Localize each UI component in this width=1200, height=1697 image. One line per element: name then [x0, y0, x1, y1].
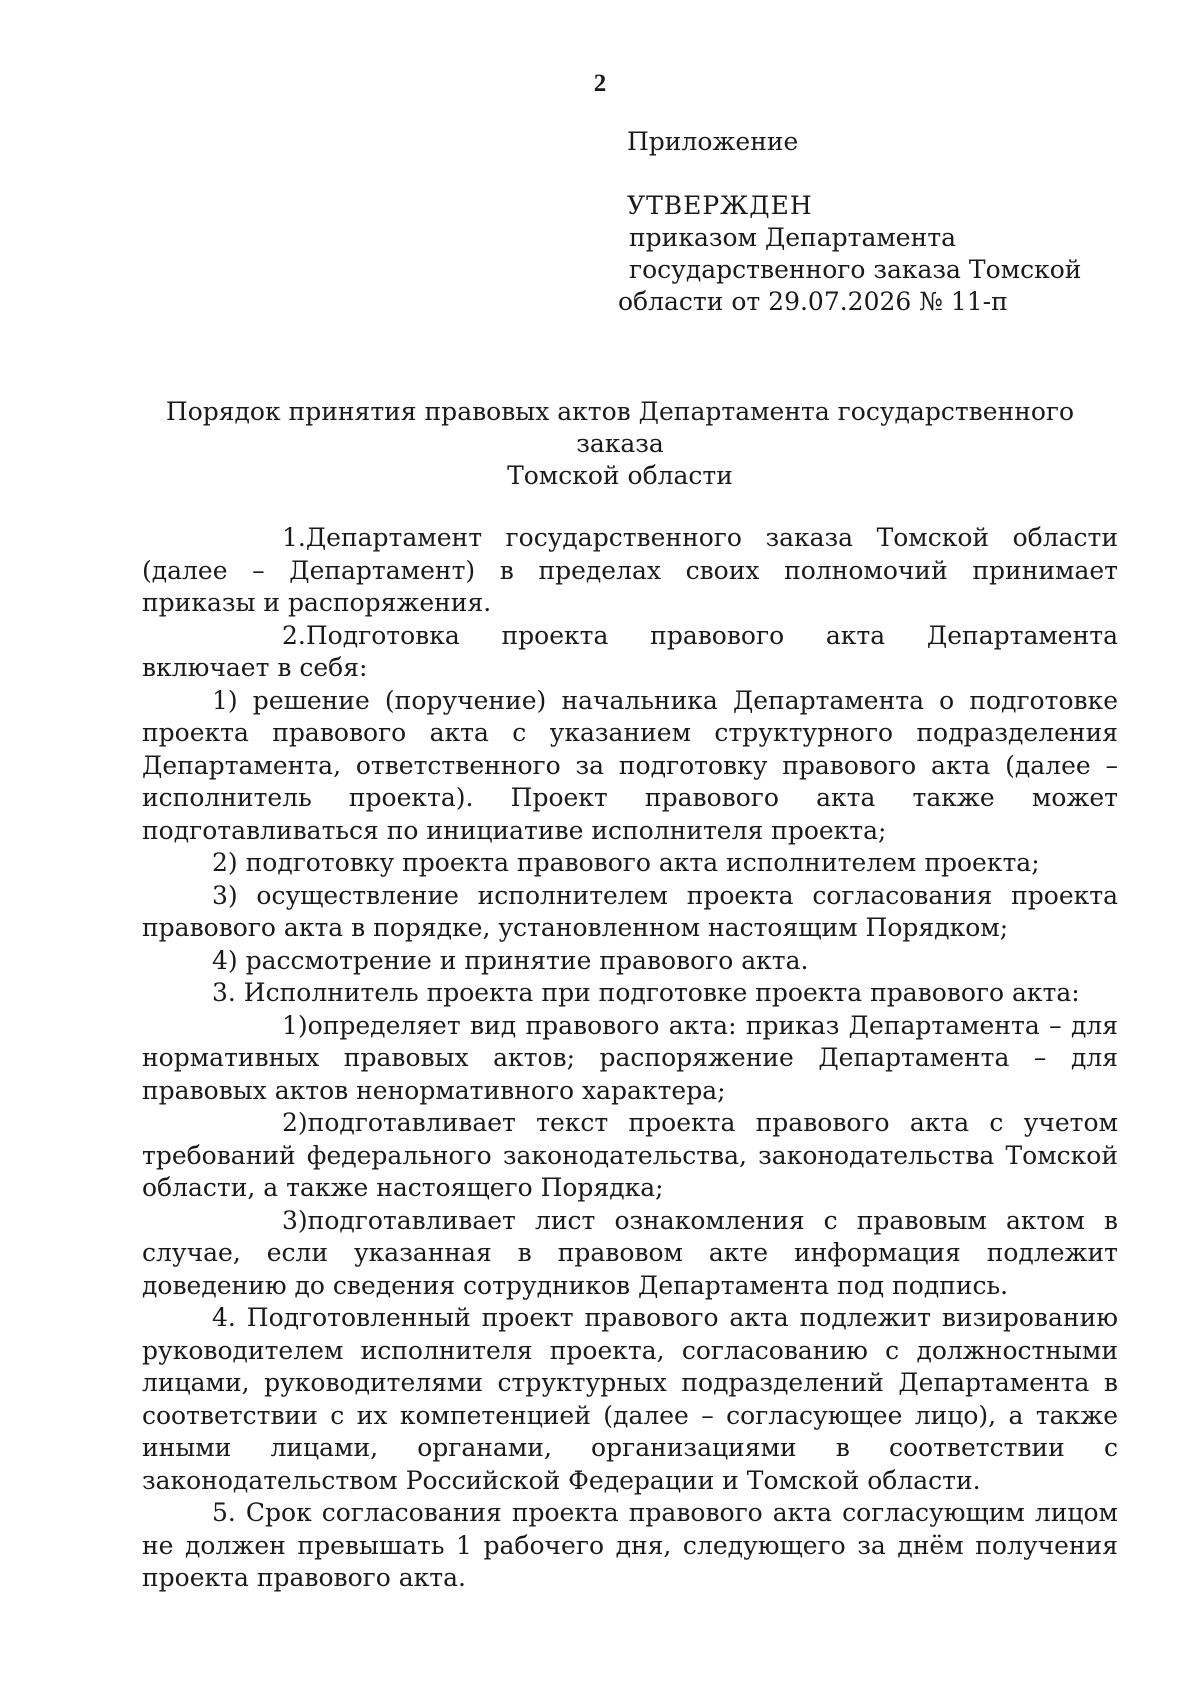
approval-line-2: государственного заказа Томской: [629, 255, 1082, 284]
paragraph-number: 2): [282, 1108, 308, 1137]
paragraph-text: 4. Подготовленный проект правового акта подлежит визированию руководителем исполнителя проекта, согласованию с должностными лицами, руководителями структурных подразделений Департамента в соответствии с их компетенцией (далее – согласующее лицо), а также иными лицами, органами, организациями в соответствии с законодательством Российской Федерации и Томской области.: [142, 1303, 1118, 1495]
title-line-1: Порядок принятия правовых актов Департамента государственного заказа: [165, 397, 1075, 458]
paragraph-number: 2.: [282, 620, 306, 650]
approval-block: [618, 126, 1082, 318]
paragraph-text: 3) осуществление исполнителем проекта согласования проекта правового акта в порядке, установленном настоящим Порядком;: [142, 880, 1118, 942]
page-number: 2: [593, 70, 607, 97]
paragraph-text: 5. Срок согласования проекта правового акта согласующим лицом не должен превышать 1 рабочего дня, следующего за днём получения проекта правового акта.: [142, 1498, 1118, 1592]
approval-line-3: области от 29.07.2026 № 11-п: [618, 287, 1008, 316]
paragraph: [142, 1302, 1118, 1497]
paragraph: [142, 1205, 1118, 1303]
paragraph-text: 2) подготовку проекта правового акта исполнителем проекта;: [212, 848, 1040, 877]
paragraph-number: 1.: [282, 523, 306, 552]
paragraph-text: 1) решение (поручение) начальника Департамента о подготовке проекта правового акта с указанием структурного подразделения Департамента, ответственного за подготовку правового акта (далее – исполнитель проекта). Проект правового акта также может подготавливаться по инициативе исполнителя проекта;: [142, 685, 1118, 845]
paragraph-text: определяет вид правового акта: приказ Департамента – для нормативных правовых актов; распоряжение Департамента – для правовых актов ненормативного характера;: [142, 1010, 1118, 1105]
paragraph-number: 3): [282, 1205, 308, 1235]
document-title: [130, 396, 1110, 492]
paragraph: [142, 620, 1118, 685]
paragraph: [142, 1497, 1118, 1595]
paragraph: [142, 685, 1118, 848]
paragraph-text: 3. Исполнитель проекта при подготовке проекта правового акта:: [212, 978, 1080, 1007]
paragraph: [142, 847, 1118, 880]
document-body: [142, 522, 1118, 1595]
paragraph: [142, 880, 1118, 945]
paragraph: [142, 1107, 1118, 1205]
paragraph: [142, 1010, 1118, 1108]
appendix-label: Приложение: [627, 127, 799, 156]
approved-stamp: УТВЕРЖДЕН: [627, 191, 813, 220]
paragraph-text: подготавливает лист ознакомления с правовым актом в случае, если указанная в правовом акте информация подлежит доведению до сведения сотрудников Департамента под подпись.: [142, 1205, 1118, 1300]
paragraph-text: подготавливает текст проекта правового акта с учетом требований федерального законодательства, законодательства Томской области, а также настоящего Порядка;: [142, 1108, 1118, 1202]
title-line-2: Томской области: [507, 461, 733, 490]
paragraph: [142, 945, 1118, 978]
paragraph-text: Департамент государственного заказа Томской области (далее – Департамент) в пределах своих полномочий принимает приказы и распоряжения.: [142, 523, 1118, 617]
paragraph-number: 1): [282, 1010, 308, 1040]
paragraph: [142, 522, 1118, 620]
approval-line-1: приказом Департамента: [629, 223, 957, 252]
paragraph-text: 4) рассмотрение и принятие правового акта.: [212, 945, 809, 975]
paragraph-text: Подготовка проекта правового акта Департамента включает в себя:: [142, 620, 1118, 682]
paragraph: [142, 977, 1118, 1010]
